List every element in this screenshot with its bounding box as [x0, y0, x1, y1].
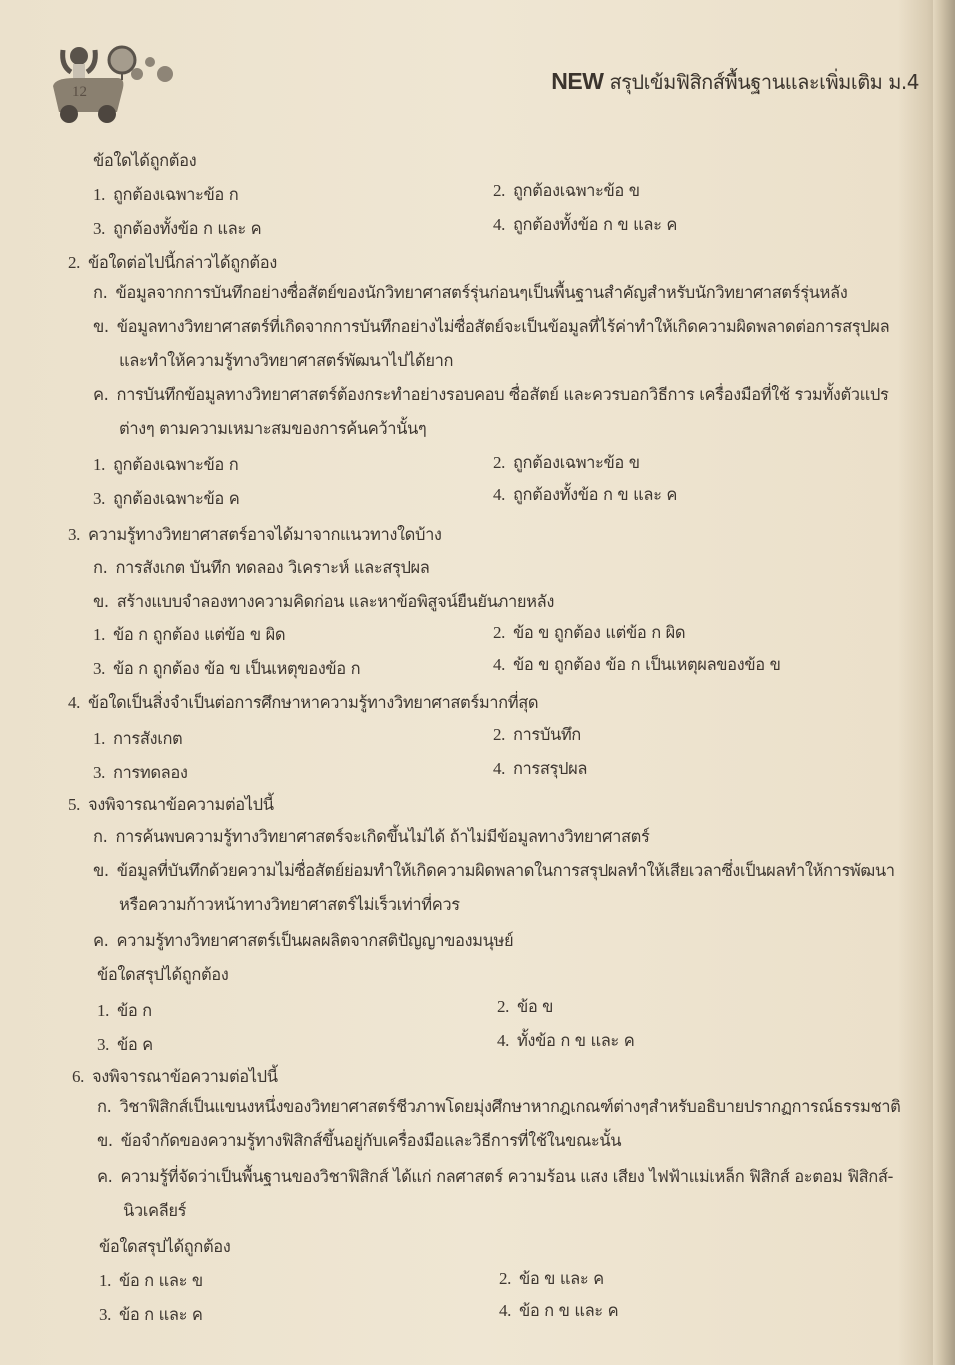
q3-statement-b: ข. สร้างแบบจำลองทางความคิดก่อน และหาข้อพิสูจน์ยืนยันภายหลัง	[93, 592, 554, 611]
q1-prompt: ข้อใดได้ถูกต้อง	[93, 151, 197, 170]
q3-choice-3[interactable]: 3. ข้อ ก ถูกต้อง ข้อ ข เป็นเหตุของข้อ ก	[93, 659, 361, 678]
q6-choice-1[interactable]: 1. ข้อ ก และ ข	[99, 1271, 203, 1290]
q2-choice-3[interactable]: 3. ถูกต้องเฉพาะข้อ ค	[93, 489, 240, 508]
q2-choice-1[interactable]: 1. ถูกต้องเฉพาะข้อ ก	[93, 455, 239, 474]
page-header	[551, 66, 919, 98]
q2-prompt: 2. ข้อใดต่อไปนี้กล่าวได้ถูกต้อง	[68, 253, 277, 272]
q3-choice-2[interactable]: 2. ข้อ ข ถูกต้อง แต่ข้อ ก ผิด	[493, 623, 686, 642]
q2-statement-b: ข. ข้อมูลทางวิทยาศาสตร์ที่เกิดจากการบันทึกอย่างไม่ซื่อสัตย์จะเป็นข้อมูลที่ไร้ค่าทำให้เกิดความผิดพลาดต่อการสรุปผล	[93, 317, 890, 336]
q5-choice-4[interactable]: 4. ทั้งข้อ ก ข และ ค	[497, 1031, 635, 1050]
q5-choice-3[interactable]: 3. ข้อ ค	[97, 1035, 153, 1054]
q6-statement-a: ก. วิชาฟิสิกส์เป็นแขนงหนึ่งของวิทยาศาสตร์ชีวภาพโดยมุ่งศึกษาหากฎเกณฑ์ต่างๆสำหรับอธิบายปรากฏการณ์ธรรมชาติ	[97, 1097, 901, 1116]
q6-statement-c: ค. ความรู้ที่จัดว่าเป็นพื้นฐานของวิชาฟิสิกส์ ได้แก่ กลศาสตร์ ความร้อน แสง เสียง ไฟฟ้าแม่เหล็ก ฟิสิกส์ อะตอม ฟิสิกส์-	[97, 1167, 894, 1186]
q6-choice-2[interactable]: 2. ข้อ ข และ ค	[499, 1269, 604, 1288]
q2-statement-c-cont: ต่างๆ ตามความเหมาะสมของการค้นคว้านั้นๆ	[119, 419, 427, 438]
q6-choice-3[interactable]: 3. ข้อ ก และ ค	[99, 1305, 203, 1324]
q4-choice-2[interactable]: 2. การบันทึก	[493, 725, 581, 744]
page-number: 12	[72, 84, 87, 100]
q1-choice-1[interactable]: 1. ถูกต้องเฉพาะข้อ ก	[93, 185, 239, 204]
brand-new-label: NEW	[551, 68, 604, 94]
q2-statement-b-cont: และทำให้ความรู้ทางวิทยาศาสตร์พัฒนาไปได้ยาก	[119, 351, 454, 370]
q6-statement-b: ข. ข้อจำกัดของความรู้ทางฟิสิกส์ขึ้นอยู่กับเครื่องมือและวิธีการที่ใช้ในขณะนั้น	[97, 1131, 622, 1150]
q3-choice-1[interactable]: 1. ข้อ ก ถูกต้อง แต่ข้อ ข ผิด	[93, 625, 286, 644]
q1-choice-4[interactable]: 4. ถูกต้องทั้งข้อ ก ข และ ค	[493, 215, 678, 234]
q3-choice-4[interactable]: 4. ข้อ ข ถูกต้อง ข้อ ก เป็นเหตุผลของข้อ ข	[493, 655, 781, 674]
q4-choice-4[interactable]: 4. การสรุปผล	[493, 759, 588, 778]
q5-statement-c: ค. ความรู้ทางวิทยาศาสตร์เป็นผลผลิตจากสติปัญญาของมนุษย์	[93, 931, 514, 950]
q2-statement-a: ก. ข้อมูลจากการบันทึกอย่างซื่อสัตย์ของนักวิทยาศาสตร์รุ่นก่อนๆเป็นพื้นฐานสำคัญสำหรับนักวิทยาศาสตร์รุ่นหลัง	[93, 283, 848, 302]
q2-choice-2[interactable]: 2. ถูกต้องเฉพาะข้อ ข	[493, 453, 640, 472]
q5-prompt: 5. จงพิจารณาข้อความต่อไปนี้	[68, 795, 274, 814]
q4-prompt: 4. ข้อใดเป็นสิ่งจำเป็นต่อการศึกษาหาความรู้ทางวิทยาศาสตร์มากที่สุด	[68, 693, 539, 712]
q6-sub-prompt: ข้อใดสรุปได้ถูกต้อง	[99, 1237, 231, 1256]
book-spine-shadow	[933, 0, 955, 1365]
q6-statement-c-cont: นิวเคลียร์	[123, 1201, 187, 1220]
q6-prompt: 6. จงพิจารณาข้อความต่อไปนี้	[72, 1067, 278, 1086]
q6-choice-4[interactable]: 4. ข้อ ก ข และ ค	[499, 1301, 619, 1320]
q5-sub-prompt: ข้อใดสรุปได้ถูกต้อง	[97, 965, 229, 984]
q1-choice-2[interactable]: 2. ถูกต้องเฉพาะข้อ ข	[493, 181, 640, 200]
q5-choice-2[interactable]: 2. ข้อ ข	[497, 997, 554, 1016]
q5-statement-a: ก. การค้นพบความรู้ทางวิทยาศาสตร์จะเกิดขึ้นไม่ได้ ถ้าไม่มีข้อมูลทางวิทยาศาสตร์	[93, 827, 650, 846]
q5-statement-b: ข. ข้อมูลที่บันทึกด้วยความไม่ซื่อสัตย์ย่อมทำให้เกิดความผิดพลาดในการสรุปผลทำให้เสียเวลาซึ่งเป็นผลทำให้การพัฒนา	[93, 861, 895, 880]
q4-choice-1[interactable]: 1. การสังเกต	[93, 729, 183, 748]
q5-statement-b-cont: หรือความก้าวหน้าทางวิทยาศาสตร์ไม่เร็วเท่าที่ควร	[119, 895, 460, 914]
q3-statement-a: ก. การสังเกต บันทึก ทดลอง วิเคราะห์ และสรุปผล	[93, 558, 430, 577]
q4-choice-3[interactable]: 3. การทดลอง	[93, 763, 188, 782]
q2-statement-c: ค. การบันทึกข้อมูลทางวิทยาศาสตร์ต้องกระทำอย่างรอบคอบ ซื่อสัตย์ และควรบอกวิธีการ เครื่องมือที่ใช้ รวมทั้งตัวแปร	[93, 385, 889, 404]
mascot-car-illustration-icon	[45, 38, 185, 126]
q3-prompt: 3. ความรู้ทางวิทยาศาสตร์อาจได้มาจากแนวทางใดบ้าง	[68, 525, 442, 544]
book-title: สรุปเข้มฟิสิกส์พื้นฐานและเพิ่มเติม ม.4	[609, 70, 919, 94]
q1-choice-3[interactable]: 3. ถูกต้องทั้งข้อ ก และ ค	[93, 219, 262, 238]
q5-choice-1[interactable]: 1. ข้อ ก	[97, 1001, 152, 1020]
q2-choice-4[interactable]: 4. ถูกต้องทั้งข้อ ก ข และ ค	[493, 485, 678, 504]
